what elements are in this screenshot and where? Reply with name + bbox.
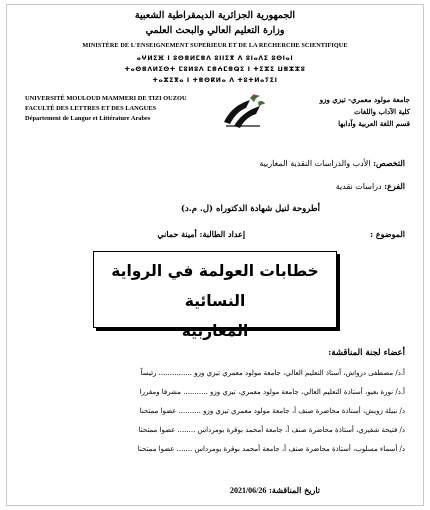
specialty-value: الأدب والدراسات النقدية المغاربية	[259, 159, 374, 168]
committee-member: د/ فتيحة شفيري، أستاذة محاضرة صنف أ، جامعة أمحمد بوقرة بومرداس ........ عضوا ممتحنا	[138, 426, 405, 434]
tifinagh-line-2: ⵜⴰⵙⴻⴷⵍⵉⵙⵜ ⵎⵓⵍⵓⴷ ⵎⴻⵄⵎⴻⵕⵉ ⵏ ⵜⵉⵣⵉ ⵡⴻⵣⵣⵓ	[124, 66, 306, 73]
defense-date-value: 2021/06/26	[229, 486, 267, 495]
ministry-header-ar: وزارة التعليم العالي والبحث العلمي	[145, 25, 285, 36]
faculty-name-fr: FACULTÉ DES LETTRES ET DES LANGUES	[25, 105, 157, 112]
specialty-row	[25, 158, 405, 168]
committee-member: د/ أسماء مسلوب، أستاذة محاضرة صنف أ، جامعة أمحمد بوقرة بومرداس ....... عضوا ممتحنا	[137, 445, 405, 453]
faculty-name-ar: كلية الآداب واللغات	[354, 107, 410, 116]
branch-label: الفرع:	[384, 181, 405, 191]
ministry-header-fr: MINISTÈRE DE L'ENSEIGNEMENT SUPERIEUR ET DE LA RECHERCHE SCIENTIFIQUE	[82, 42, 348, 49]
tifinagh-line-3: ⵜⴰⵣⵉⴳⴰ ⵏ ⵜⴻⵙⴽⵍⴰ ⴷ ⵜⵓⵜⵍⴰⵢⵉⵏ	[152, 77, 278, 84]
tifinagh-line-1: ⴰⵖⵍⵉⴼ ⵏ ⵓⵙⴻⵍⵎⴻⴷ ⵓⵏⵏⵉⴳ ⴷ ⵓⵏⴰⴷⵉ ⵓⵙⵏⴰⵏ	[136, 55, 294, 62]
defense-date-row	[230, 485, 320, 495]
prepared-by: إعداد الطالبة: أمينة حماني	[157, 229, 246, 239]
department-name-fr: Département de Langue et Littérature Arabes	[25, 115, 151, 122]
subject-row	[25, 229, 405, 239]
university-logo-icon	[220, 92, 266, 130]
university-block-ar	[270, 94, 410, 130]
university-name-fr: UNIVERSITÉ MOULOUD MAMMERI DE TIZI OUZOU	[25, 95, 187, 102]
committee-member: د/ نبيلة زويش، أستاذة محاضرة صنف أ، جامعة مولود معمري تيزي وزو .......... عضوا ممتحنا	[139, 407, 405, 415]
republic-header: الجمهورية الجزائرية الديمقراطية الشعبية	[134, 10, 296, 21]
thesis-title-line-2: المغاربية	[181, 322, 249, 340]
thesis-title-line-1: خطابات العولمة في الرواية النسائية	[111, 262, 319, 310]
committee-member: أ.د/ نورة بعيو، أستاذة التعليم العالي، جامعة مولود معمري، تيزي وزو ........... مشرفا ومقررا	[139, 388, 405, 396]
thesis-type: أطروحة لنيل شهادة الدكتوراه (ل. م.د)	[180, 204, 320, 214]
thesis-title	[93, 256, 337, 346]
specialty-label: التخصص:	[373, 158, 405, 168]
subject-label: الموضوع :	[370, 229, 405, 239]
defense-date-label: تاريخ المناقشة:	[268, 485, 320, 495]
branch-row	[25, 181, 405, 191]
university-block-fr	[25, 94, 200, 124]
committee-member: أ.د/ مصطفى درواش، أستاذ التعليم العالي، جامعة مولود معمري تيزي وزو ............... رئيساً	[140, 369, 405, 377]
department-name-ar: قسم اللغة العربية وآدابها	[338, 119, 410, 128]
committee-heading: أعضاء لجنة المناقشة:	[328, 348, 405, 358]
branch-value: دراسات نقدية	[335, 182, 385, 191]
university-name-ar: جامعة مولود معمري- تيزي وزو	[319, 95, 410, 104]
